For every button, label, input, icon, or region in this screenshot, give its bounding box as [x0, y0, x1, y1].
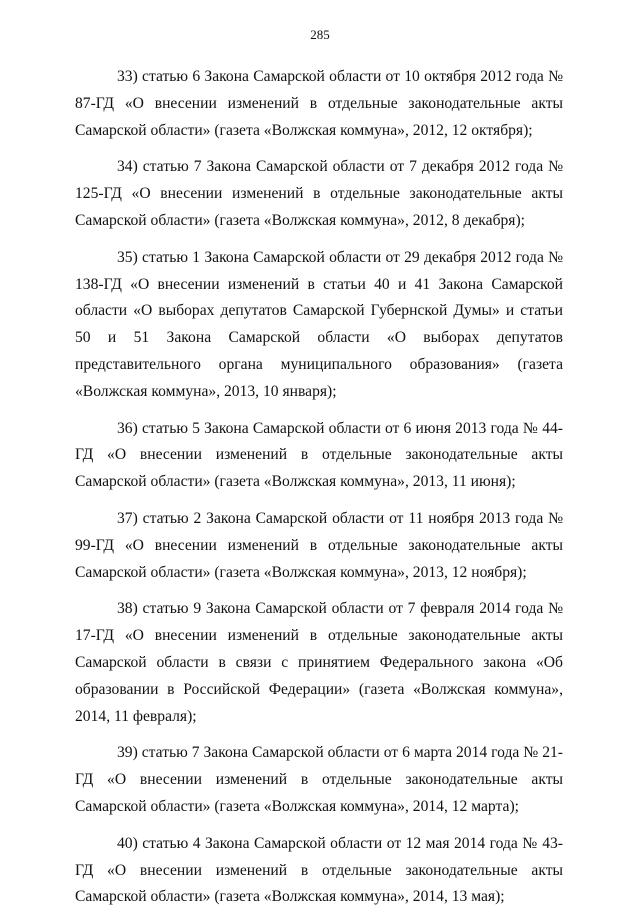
list-item-38: 38) статью 9 Закона Самарской области от 7 февраля 2014 года № 17-ГД «О внесении изменений в отдельные законодательные акты Самарской области в связи с принятием Федерального закона «Об образовании в Российской Федерации» (газета «Волжская коммуна», 2014, 11 февраля); — [75, 600, 563, 725]
list-item-40: 40) статью 4 Закона Самарской области от 12 мая 2014 года № 43-ГД «О внесении изменений в отдельные законодательные акты Самарской области» (газета «Волжская коммуна», 2014, 13 мая); — [75, 834, 563, 906]
list-item-39: 39) статью 7 Закона Самарской области от 6 марта 2014 года № 21-ГД «О внесении изменений в отдельные законодательные акты Самарской области» (газета «Волжская коммуна», 2014, 12 марта); — [75, 744, 563, 815]
document-body — [75, 64, 563, 921]
page-number: 285 — [310, 27, 330, 42]
list-item-37: 37) статью 2 Закона Самарской области от 11 ноября 2013 года № 99-ГД «О внесении изменений в отдельные законодательные акты Самарской области» (газета «Волжская коммуна», 2013, 12 ноября); — [75, 509, 563, 581]
list-item-36: 36) статью 5 Закона Самарской области от 6 июня 2013 года № 44-ГД «О внесении изменений в отдельные законодательные акты Самарской области» (газета «Волжская коммуна», 2013, 11 июня); — [75, 419, 563, 491]
list-item-35: 35) статью 1 Закона Самарской области от 29 декабря 2012 года № 138-ГД «О внесении изменений в статьи 40 и 41 Закона Самарской области «О выборах депутатов Самарской Губернской Думы» и статьи 50 и 51 Закона Самарской области «О выборах депутатов представительного органа муниципального образования» (газета «Волжская коммуна», 2013, 10 января); — [75, 248, 563, 400]
list-item-33: 33) статью 6 Закона Самарской области от 10 октября 2012 года № 87-ГД «О внесении изменений в отдельные законодательные акты Самарской области» (газета «Волжская коммуна», 2012, 12 октября); — [75, 68, 563, 139]
list-item-34: 34) статью 7 Закона Самарской области от 7 декабря 2012 года № 125-ГД «О внесении изменений в отдельные законодательные акты Самарской области» (газета «Волжская коммуна», 2012, 8 декабря); — [75, 158, 563, 229]
